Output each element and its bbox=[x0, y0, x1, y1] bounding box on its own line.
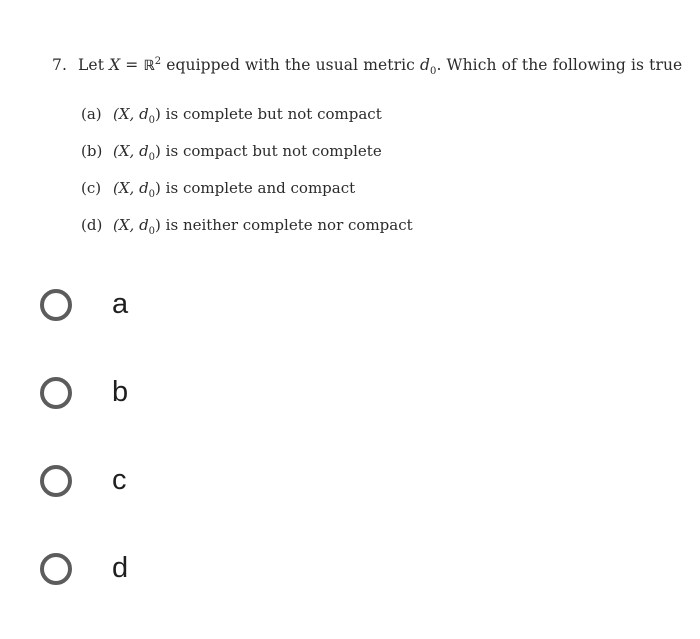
math-x: X bbox=[109, 56, 121, 74]
choice-close: ) bbox=[155, 216, 161, 234]
radio-button-b[interactable] bbox=[40, 377, 72, 409]
choice-pair: (X, d bbox=[113, 179, 149, 197]
choice-text: is complete but not compact bbox=[160, 105, 382, 123]
choice-sub: 0 bbox=[148, 189, 156, 200]
choice-pair: (X, d bbox=[113, 216, 149, 234]
choice-pair: (X, d bbox=[113, 142, 149, 160]
answer-label-a[interactable]: a bbox=[112, 288, 129, 320]
choice-b bbox=[81, 141, 413, 178]
choice-letter: (b) bbox=[81, 142, 103, 160]
choice-c bbox=[81, 178, 413, 215]
math-metric: d bbox=[419, 56, 431, 74]
choice-text: is complete and compact bbox=[160, 179, 356, 197]
radio-button-c[interactable] bbox=[40, 465, 72, 497]
choice-letter: (c) bbox=[81, 179, 102, 197]
math-exponent: 2 bbox=[154, 55, 162, 67]
answer-option-b[interactable] bbox=[40, 372, 128, 460]
radio-button-a[interactable] bbox=[40, 289, 72, 321]
choice-list bbox=[81, 104, 413, 252]
choice-close: ) bbox=[155, 179, 161, 197]
choice-sub: 0 bbox=[148, 226, 156, 237]
answer-option-d[interactable] bbox=[40, 548, 128, 636]
choice-text: is compact but not complete bbox=[160, 142, 382, 160]
math-metric-sub: 0 bbox=[430, 66, 437, 78]
question-stem-before: Let bbox=[78, 56, 110, 74]
choice-a bbox=[81, 104, 413, 141]
choice-d bbox=[81, 215, 413, 252]
math-reals: ℝ bbox=[143, 58, 155, 74]
choice-sub: 0 bbox=[148, 115, 156, 126]
answer-option-c[interactable] bbox=[40, 460, 128, 548]
answer-options bbox=[40, 284, 128, 636]
answer-option-a[interactable] bbox=[40, 284, 128, 372]
answer-label-c[interactable]: c bbox=[112, 464, 127, 496]
radio-button-d[interactable] bbox=[40, 553, 72, 585]
answer-label-d[interactable]: d bbox=[112, 552, 129, 584]
choice-close: ) bbox=[155, 142, 161, 160]
choice-pair: (X, d bbox=[113, 105, 149, 123]
math-equals: = bbox=[125, 56, 144, 74]
choice-text: is neither complete nor compact bbox=[160, 216, 413, 234]
question-stem-after: . Which of the following is true bbox=[436, 56, 683, 74]
choice-letter: (d) bbox=[81, 216, 103, 234]
question-stem-mid: equipped with the usual metric bbox=[166, 56, 420, 74]
choice-sub: 0 bbox=[148, 152, 156, 163]
answer-label-b[interactable]: b bbox=[112, 376, 129, 408]
choice-letter: (a) bbox=[81, 105, 102, 123]
question-text bbox=[52, 55, 692, 78]
choice-close: ) bbox=[155, 105, 161, 123]
question-number: 7. bbox=[52, 56, 67, 74]
